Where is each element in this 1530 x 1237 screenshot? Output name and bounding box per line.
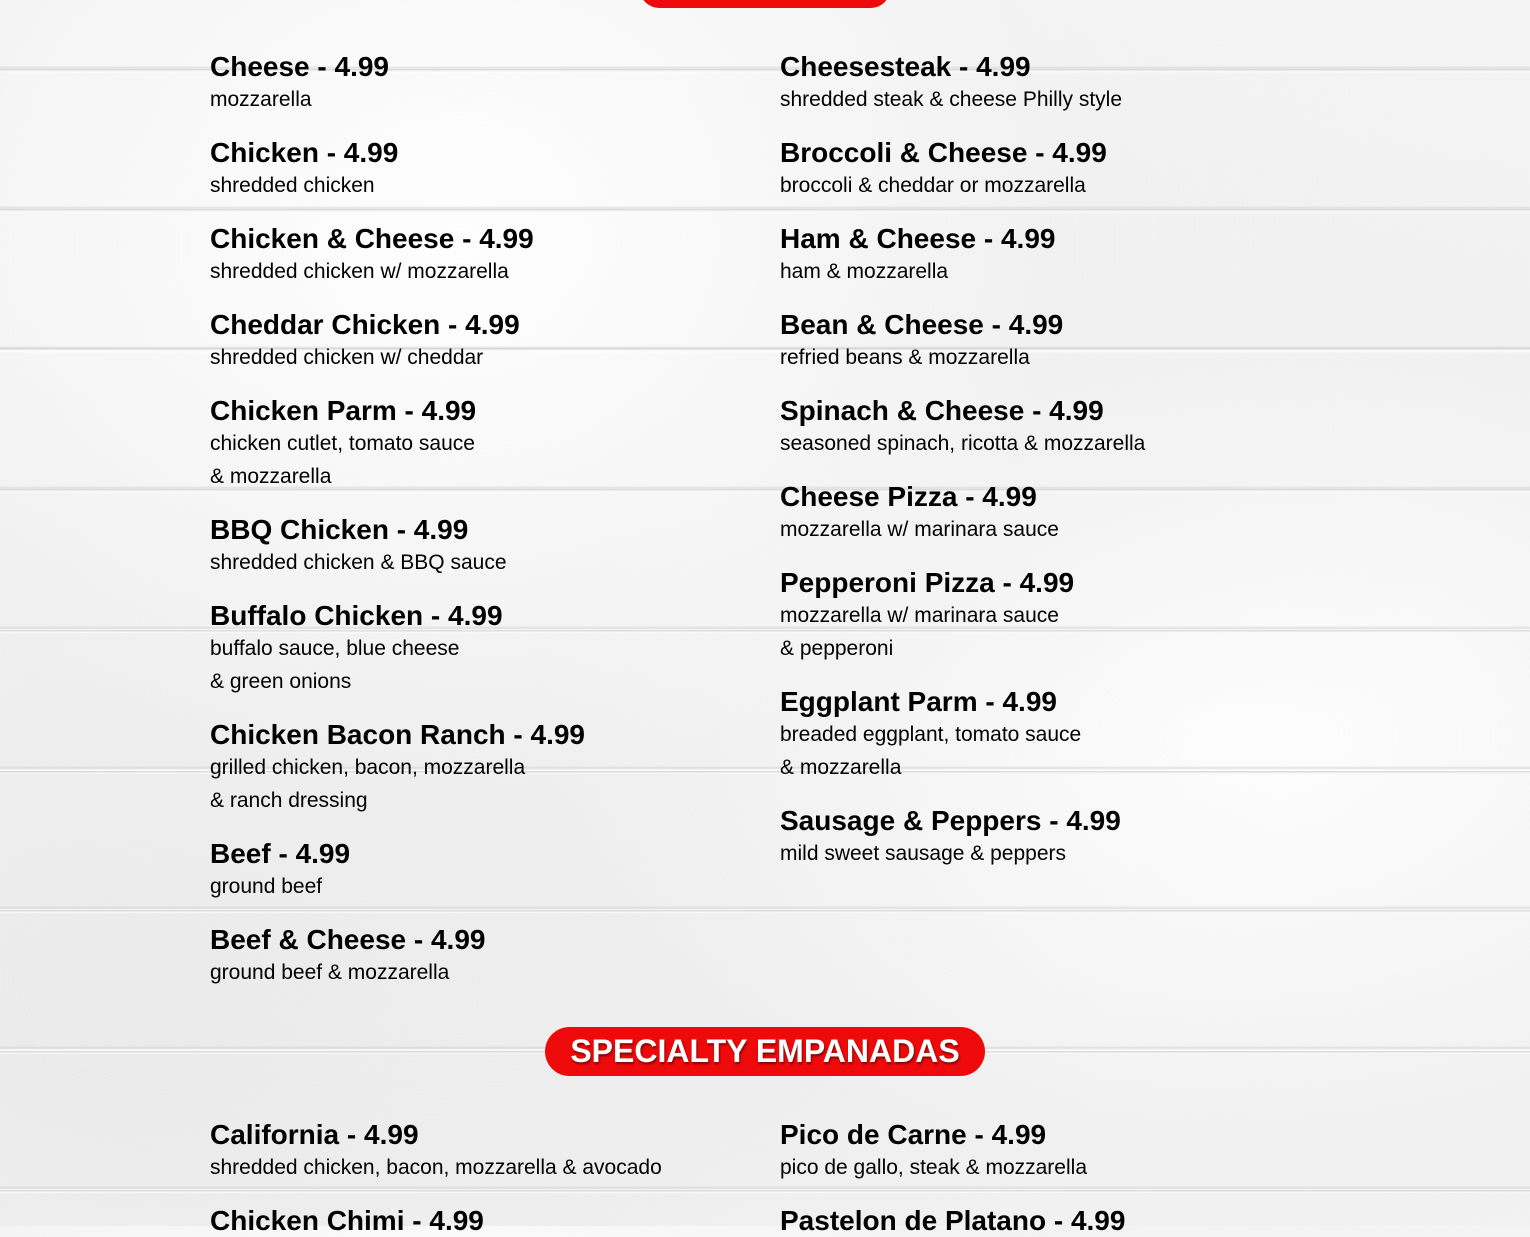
menu-item [780,1118,1087,1184]
menu-item [780,685,1081,784]
menu-item-title: Cheese - 4.99 [210,51,389,82]
menu-item [780,50,1122,116]
wood-plank-line [0,209,1530,212]
section-heading-pill-top [640,0,890,8]
menu-item [780,222,1055,288]
menu-item-title: Pepperoni Pizza - 4.99 [780,567,1075,598]
menu-item-description: shredded chicken w/ mozzarella [210,260,509,283]
menu-item-title: Buffalo Chicken - 4.99 [210,600,503,631]
menu-item-title: Cheddar Chicken - 4.99 [210,309,520,340]
menu-item-title: Chicken Bacon Ranch - 4.99 [210,719,586,750]
menu-item-title: California - 4.99 [210,1119,419,1150]
menu-item-description: pico de gallo, steak & mozzarella [780,1156,1087,1179]
menu-item-title: Sausage & Peppers - 4.99 [780,805,1121,836]
menu-item-description: shredded chicken, bacon, mozzarella & avocado [210,1156,662,1179]
menu-item [210,1118,662,1184]
menu-item-title: Pico de Carne - 4.99 [780,1119,1047,1150]
menu-item [210,50,389,116]
menu-item [780,566,1074,665]
menu-item [210,837,350,903]
menu-item-title: Chicken Chimi - 4.99 [210,1205,484,1236]
menu-item-description: & green onions [210,670,352,693]
menu-item-description: mozzarella w/ marinara sauce [780,518,1059,541]
menu-item-description: seasoned spinach, ricotta & mozzarella [780,432,1146,455]
wood-plank-line [0,910,1530,913]
menu-item [780,394,1145,460]
menu-item [210,308,520,374]
menu-item-description: & mozzarella [780,756,902,779]
menu-item-description: ham & mozzarella [780,260,949,283]
menu-item [210,718,585,817]
menu-item [780,136,1107,202]
menu-item-title: Beef - 4.99 [210,838,351,869]
menu-item-title: Chicken - 4.99 [210,137,399,168]
menu-item-description: refried beans & mozzarella [780,346,1030,369]
menu-item-description: broccoli & cheddar or mozzarella [780,174,1086,197]
menu-item [780,308,1063,374]
menu-item-description: & pepperoni [780,637,894,660]
menu-item-description: shredded steak & cheese Philly style [780,88,1123,111]
menu-item-description: mozzarella w/ marinara sauce [780,604,1059,627]
wood-plank-line [0,1190,1530,1193]
menu-item-description: & ranch dressing [210,789,368,812]
menu-item [780,804,1121,870]
menu-item-title: Eggplant Parm - 4.99 [780,686,1057,717]
menu-item-description: shredded chicken & BBQ sauce [210,551,507,574]
menu-item-description: buffalo sauce, blue cheese [210,637,460,660]
menu-item [210,394,476,493]
menu-item-title: Pastelon de Platano - 4.99 [780,1205,1126,1236]
menu-item-title: Beef & Cheese - 4.99 [210,924,486,955]
menu-item-title: Broccoli & Cheese - 4.99 [780,137,1107,168]
menu-item-title: Ham & Cheese - 4.99 [780,223,1056,254]
menu-item-title: Chicken & Cheese - 4.99 [210,223,534,254]
menu-item-description: & mozzarella [210,465,332,488]
menu-item-description: shredded chicken w/ cheddar [210,346,484,369]
menu-item-description: mozzarella [210,88,312,111]
menu-item-description: chicken cutlet, tomato sauce [210,432,475,455]
menu-item [210,222,534,288]
menu-item [210,1204,484,1237]
menu-item [780,1204,1125,1237]
menu-item [210,513,507,579]
menu-item [780,480,1059,546]
menu-item [210,136,398,202]
menu-item [210,599,503,698]
menu-item-description: breaded eggplant, tomato sauce [780,723,1082,746]
menu-item-description: grilled chicken, bacon, mozzarella [210,756,526,779]
menu-item-title: Cheesesteak - 4.99 [780,51,1031,82]
menu-item-title: Cheese Pizza - 4.99 [780,481,1037,512]
menu-item-title: Chicken Parm - 4.99 [210,395,477,426]
menu-item-title: Spinach & Cheese - 4.99 [780,395,1104,426]
specialty-empanadas-heading: SPECIALTY EMPANADAS [545,1027,985,1076]
menu-item-description: mild sweet sausage & peppers [780,842,1066,865]
menu-item-description: ground beef [210,875,323,898]
menu-item-title: BBQ Chicken - 4.99 [210,514,469,545]
menu-item [210,923,485,989]
menu-item-description: shredded chicken [210,174,375,197]
menu-item-description: ground beef & mozzarella [210,961,450,984]
menu-item-title: Bean & Cheese - 4.99 [780,309,1064,340]
